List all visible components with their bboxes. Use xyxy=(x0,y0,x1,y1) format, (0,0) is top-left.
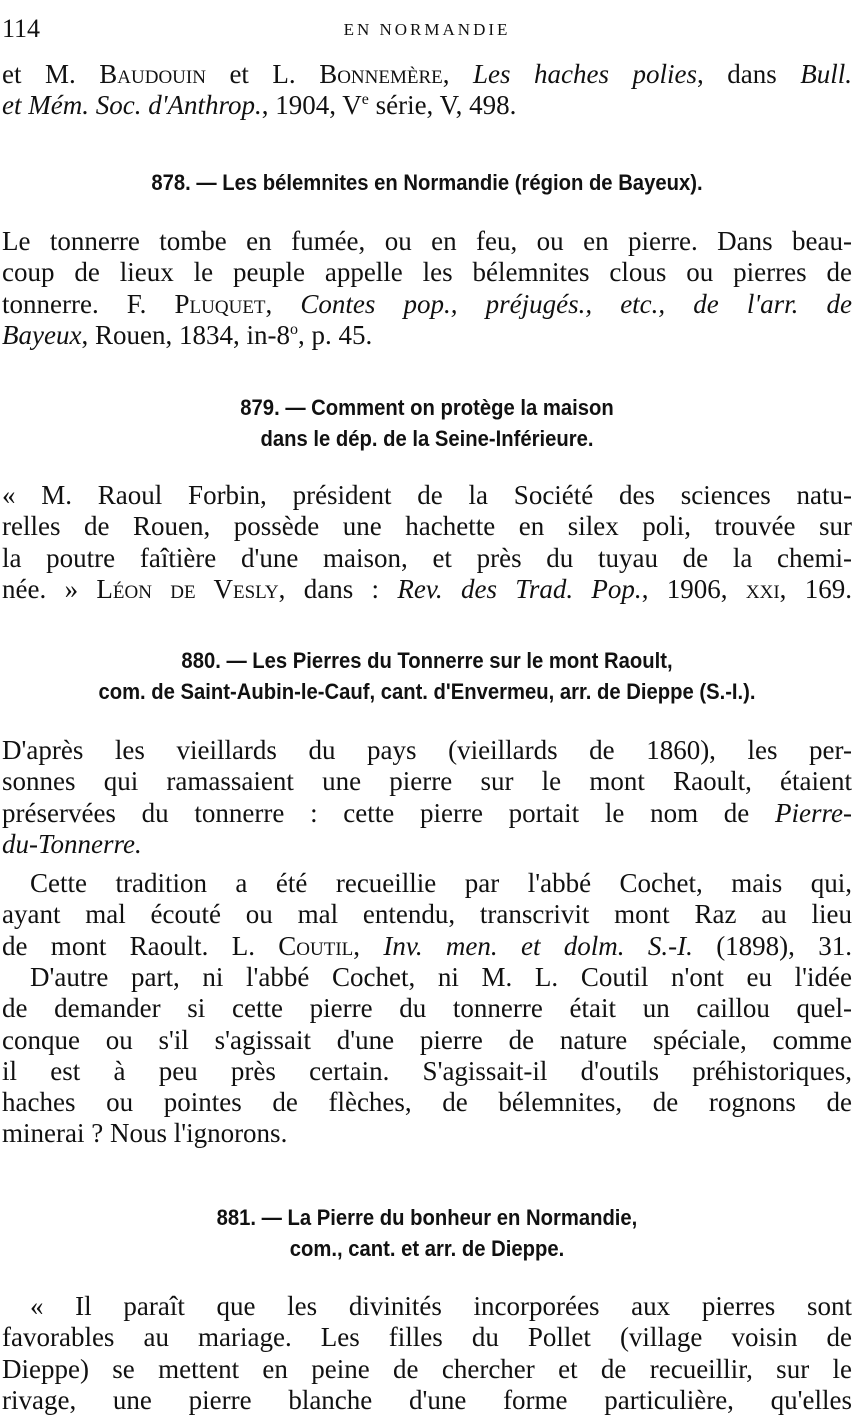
section-881-heading: 881. — La Pierre du bonheur en Normandie, com., cant. et arr. de Dieppe. xyxy=(216,1205,638,1261)
section-878-heading: 878. — Les bélemnites en Normandie (région de Bayeux). xyxy=(151,170,703,195)
section-880-heading: 880. — Les Pierres du Tonnerre sur le mont Raoult, com. de Saint-Aubin-le-Cauf, cant. d'Envermeu, arr. de Dieppe (S.-I.). xyxy=(98,648,756,704)
page-number: 114 xyxy=(2,14,41,43)
section-881-paragraph: « Il paraît que les divinités incorporées aux pierres sont favorables au mariage. Les filles du Pollet (village voisin de Dieppe) se mettent en peine de chercher et de recueillir, sur le rivage, une pierre blanche d'une forme particulière, qu'elles xyxy=(2,1291,852,1415)
section-879-heading: 879. — Comment on protège la maison dans le dép. de la Seine-Inférieure. xyxy=(240,395,614,451)
section-880-paragraph-2: Cette tradition a été recueillie par l'abbé Cochet, mais qui, ayant mal écouté ou mal entendu, transcrivit mont Raz au lieu de mont Raoult. L. Coutil, Inv. men. et dolm. S.-I. (1898), 31. xyxy=(2,868,852,961)
intro-line-1: et M. Baudouin et L. Bonnemère, Les haches polies, dans Bull. xyxy=(2,59,853,89)
running-head xyxy=(0,14,854,44)
intro-paragraph xyxy=(2,59,852,122)
running-title: EN NORMANDIE xyxy=(343,20,511,39)
intro-line-2: et Mém. Soc. d'Anthrop., 1904, Ve série, V, 498. xyxy=(2,90,517,121)
section-880-paragraph-3: D'autre part, ni l'abbé Cochet, ni M. L. Coutil n'ont eu l'idée de demander si cette pierre du tonnerre était un caillou quel- conque ou s'il s'agissait d'une pierre de nature spéciale, comme il est à peu près certain. S'agissait-il d'outils préhistoriques, haches ou pointes de flèches, de bélemnites, de rognons de minerai ? Nous l'ignorons. xyxy=(2,962,852,1149)
section-878-paragraph: Le tonnerre tombe en fumée, ou en feu, ou en pierre. Dans beau- coup de lieux le peuple appelle les bélemnites clous ou pierres de tonnerre. F. Pluquet, Contes pop., préjugés., etc., de l'arr. de Bayeux, Rouen, 1834, in-8$^o$, p. 45. xyxy=(2,226,852,350)
section-880-paragraph-1: D'après les vieillards du pays (vieillards de 1860), les per- sonnes qui ramassaient une pierre sur le mont Raoult, étaient préservées du tonnerre : cette pierre portait le nom de Pierre- du-Tonnerre. xyxy=(2,735,852,859)
section-879-paragraph: « M. Raoul Forbin, président de la Société des sciences natu- relles de Rouen, possède une hachette en silex poli, trouvée sur la poutre faîtière d'une maison, et près du tuyau de la chemi- née. » Léon de Vesly, dans : Rev. des Trad. Pop., 1906, xxi, 169. xyxy=(2,480,853,604)
